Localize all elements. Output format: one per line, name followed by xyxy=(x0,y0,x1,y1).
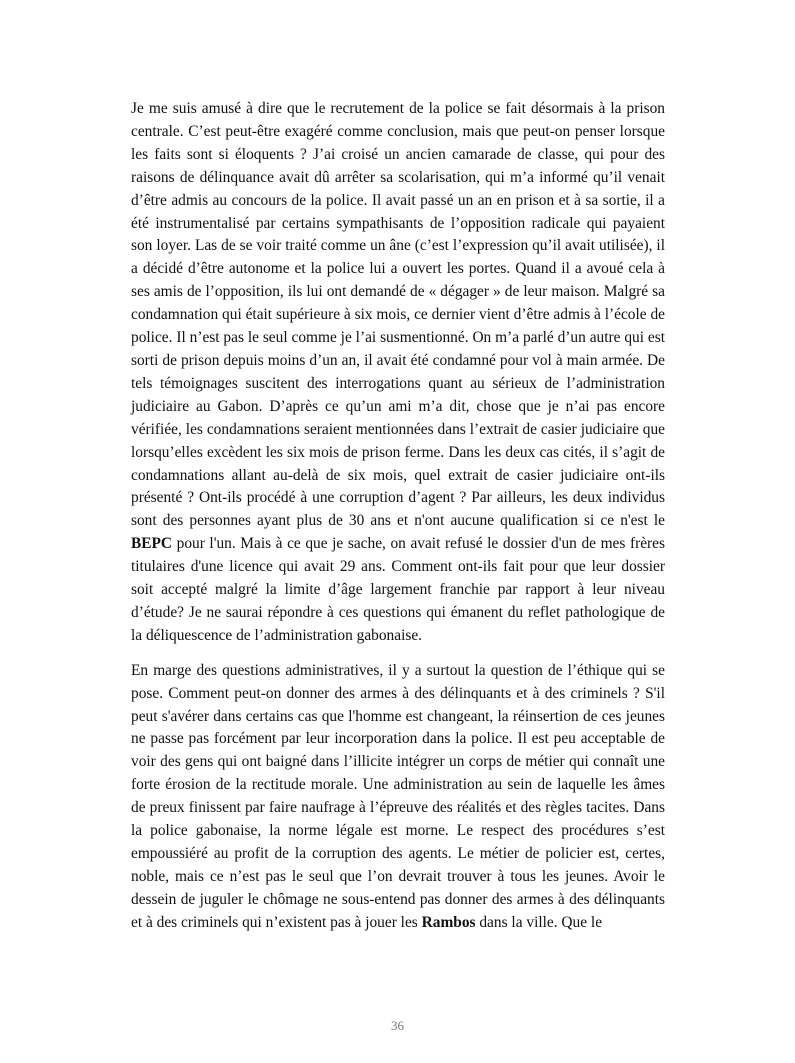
paragraph-2-text-b: dans la ville. Que le xyxy=(475,913,603,931)
bold-term-bepc: BEPC xyxy=(131,535,173,553)
paragraph-2 xyxy=(131,660,665,935)
body-text xyxy=(131,98,665,935)
paragraph-1-text-a: Je me suis amusé à dire que le recrutement de la police se fait désormais à la prison centrale. C’est peut-être exagéré comme conclusion, mais que peut-on penser lorsque les faits sont si éloquents ? J’ai croisé un ancien camarade de classe, qui pour des raisons de délinquance avait dû arrêter sa scolarisation, qui m’a informé qu’il venait d’être admis au concours de la police. Il avait passé un an en prison et à sa sortie, il a été instrumentalisé par certains sympathisants de l’opposition radicale qui payaient son loyer. Las de se voir traité comme un âne (c’est l’expression qu’il avait utilisée), il a décidé d’être autonome et la police lui a ouvert les portes. Quand il a avoué cela à ses amis de l’opposition, ils lui ont demandé de « dégager » de leur maison. Malgré sa condamnation qui était supérieure à six mois, ce dernier vient d’être admis à l’école de police. Il n’est pas le seul comme je l’ai susmentionné. On m’a parlé d’un autre qui est sorti de prison depuis moins d’un an, il avait été condamné pour vol à main armée. De tels témoignages suscitent des interrogations quant au sérieux de l’administration judiciaire au Gabon. D’après ce qu’un ami m’a dit, chose que je n’ai pas encore vérifiée, les condamnations seraient mentionnées dans l’extrait de casier judiciaire que lorsqu’elles excèdent les six mois de prison ferme. Dans les deux cas cités, il s’agit de condamnations allant au-delà de six mois, quel extrait de casier judiciaire ont-ils présenté ? Ont-ils procédé à une corruption d’agent ? Par ailleurs, les deux individus sont des personnes ayant plus de 30 ans et n'ont aucune qualification si ce n'est le xyxy=(131,100,665,530)
page-number: 36 xyxy=(391,1018,404,1033)
paragraph-1-text-b: pour l'un. Mais à ce que je sache, on avait refusé le dossier d'un de mes frères titulaires d'une licence qui avait 29 ans. Comment ont-ils fait pour que leur dossier soit accepté malgré la limite d’âge largement franchie par rapport à leur niveau d’étude? Je ne saurai répondre à ces questions qui émanent du reflet pathologique de la déliquescence de l’administration gabonaise. xyxy=(131,535,665,644)
paragraph-1 xyxy=(131,98,665,648)
paragraph-2-text-a: En marge des questions administratives, il y a surtout la question de l’éthique qui se pose. Comment peut-on donner des armes à des délinquants et à des criminels ? S'il peut s'avérer dans certains cas que l'homme est changeant, la réinsertion de ces jeunes ne passe pas forcément par leur incorporation dans la police. Il est peu acceptable de voir des gens qui ont baigné dans l’illicite intégrer un corps de métier qui connaît une forte érosion de la rectitude morale. Une administration au sein de laquelle les âmes de preux finissent par faire naufrage à l’épreuve des réalités et des règles tacites. Dans la police gabonaise, la norme légale est morne. Le respect des procédures s’est empoussiéré au profit de la corruption des agents. Le métier de policier est, certes, noble, mais ce n’est pas le seul que l’on devrait trouver à tous les jeunes. Avoir le dessein de juguler le chômage ne sous-entend pas donner des armes à des délinquants et à des criminels qui n’existent pas à jouer les xyxy=(131,661,665,931)
bold-term-rambos: Rambos xyxy=(421,913,476,931)
